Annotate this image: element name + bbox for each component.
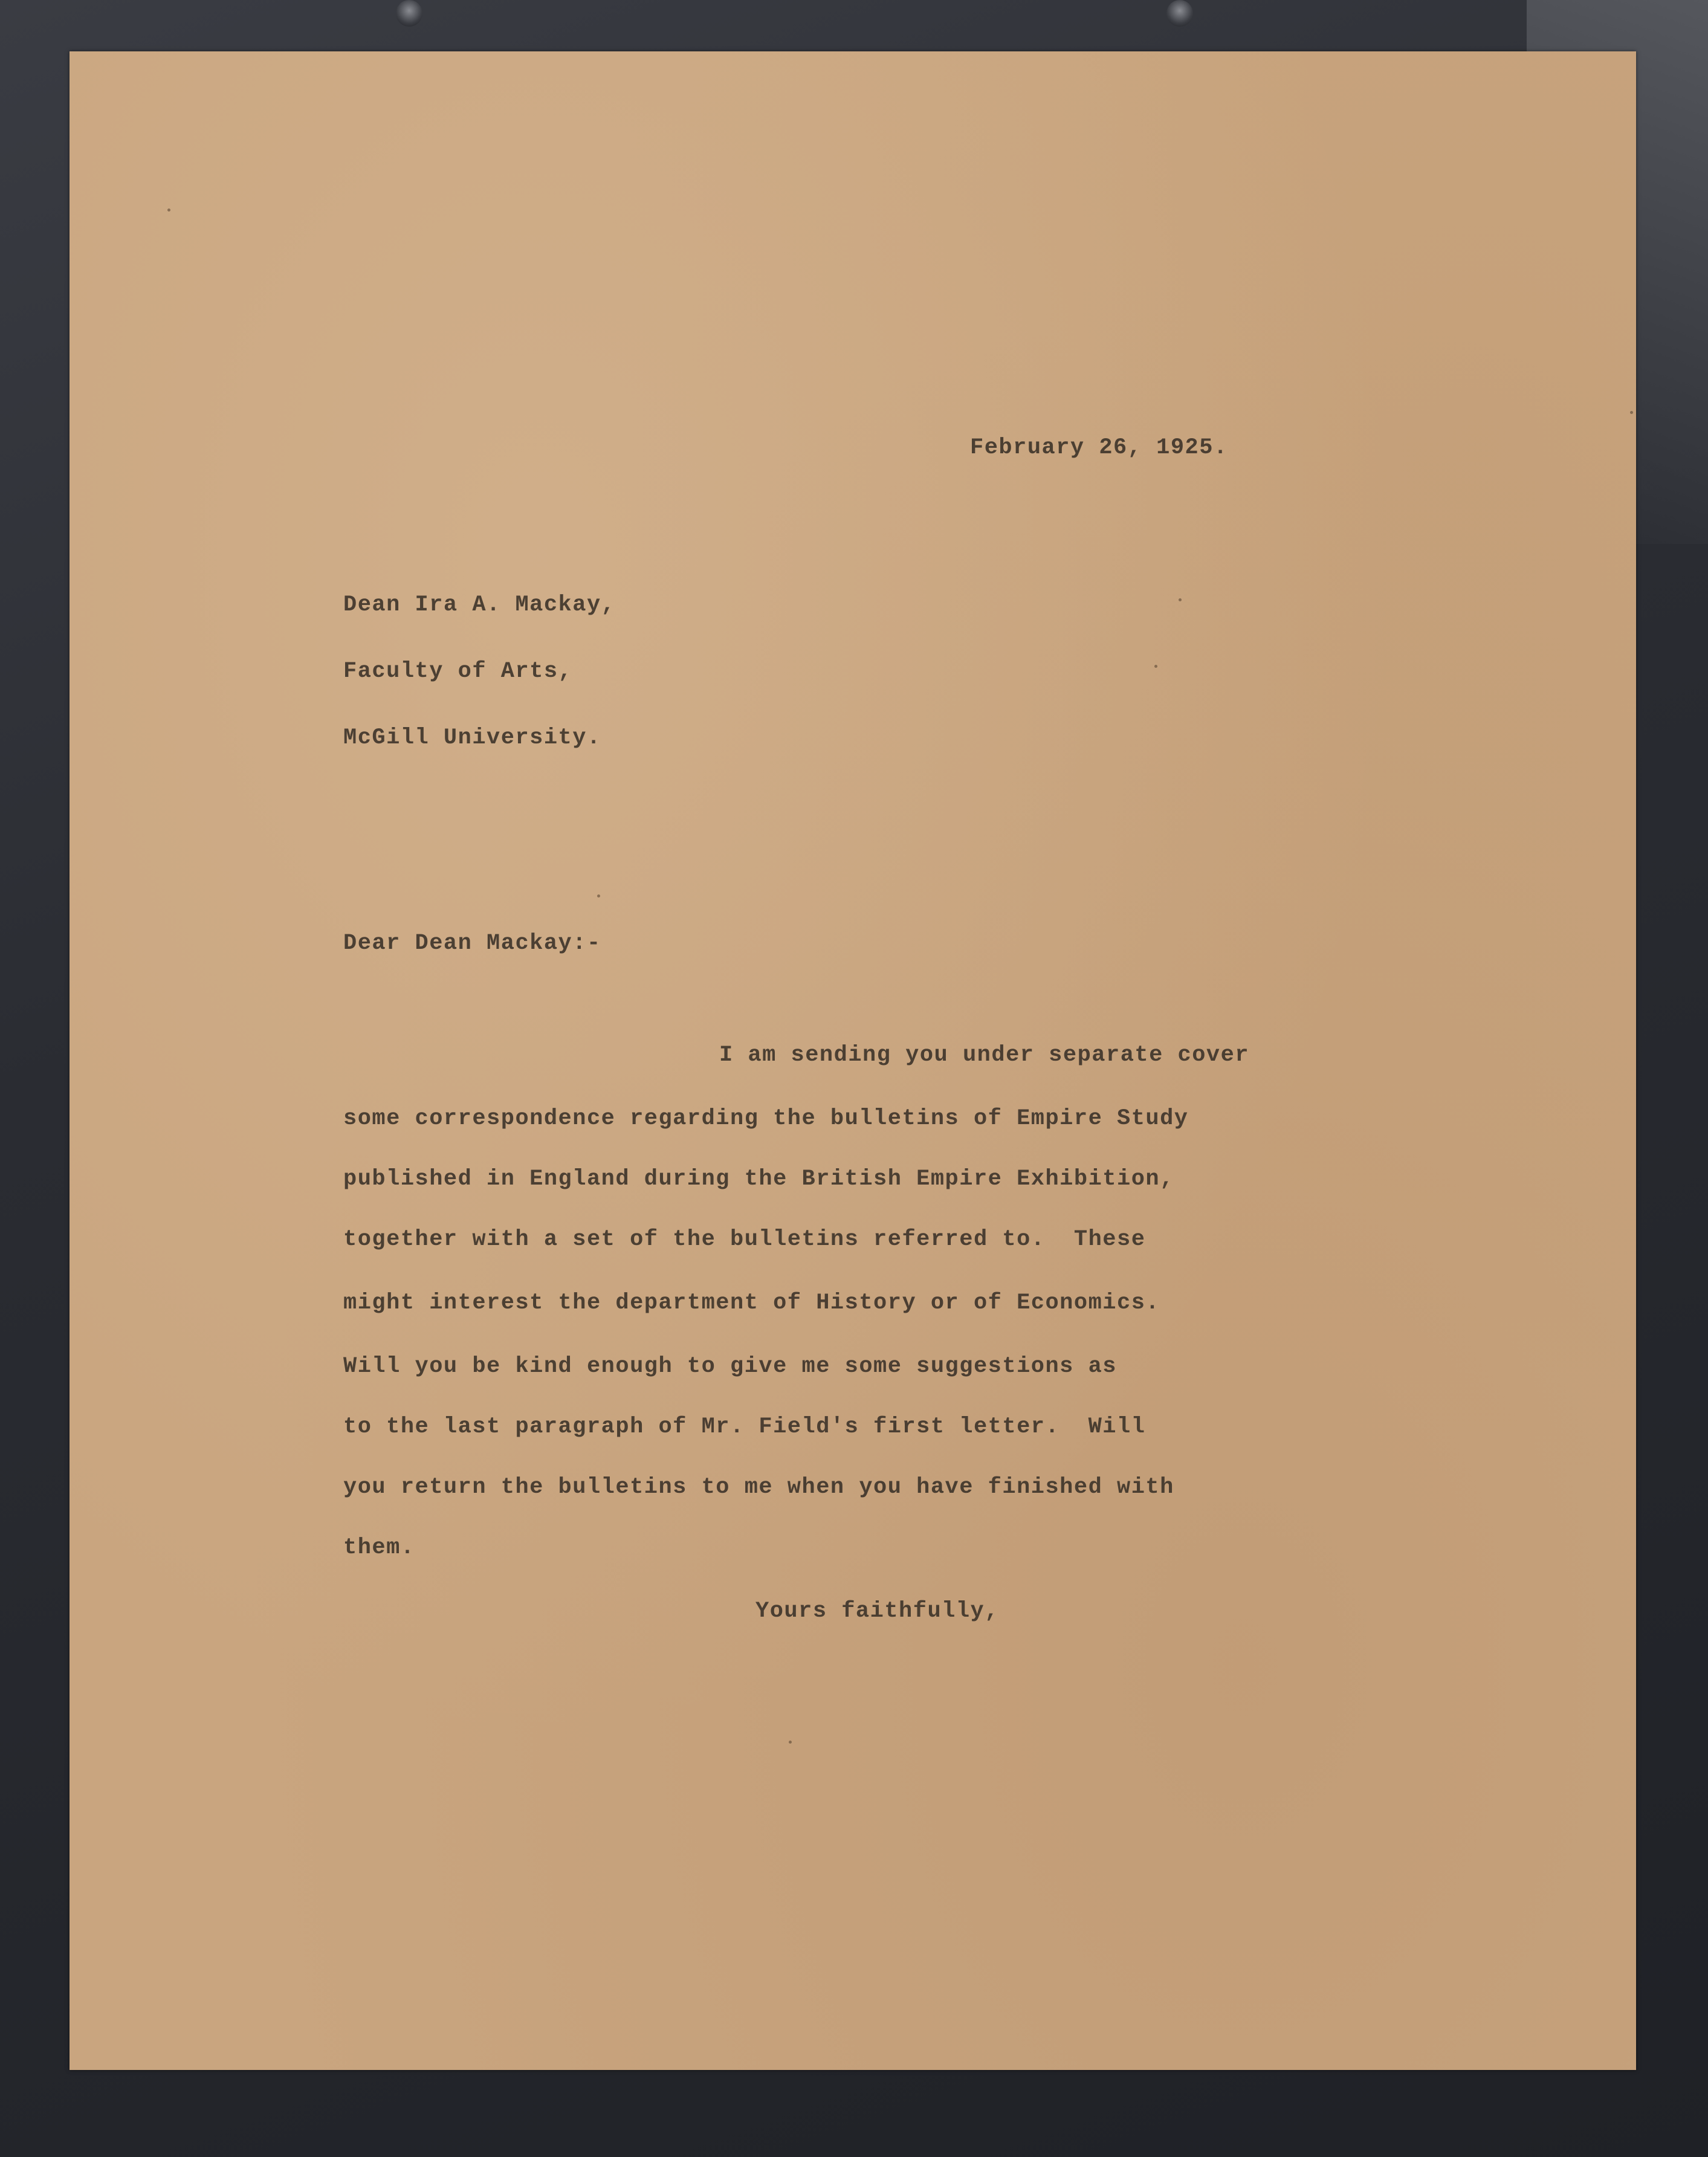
letter-date: February 26, 1925.: [970, 435, 1228, 461]
salutation: Dear Dean Mackay:-: [343, 931, 601, 956]
paper-speck: [167, 209, 170, 212]
body-line: published in England during the British Empire Exhibition,: [343, 1166, 1174, 1192]
recipient-name: Dean Ira A. Mackay,: [343, 592, 616, 618]
paper-speck: [1630, 411, 1633, 414]
body-line: Will you be kind enough to give me some suggestions as: [343, 1354, 1117, 1379]
paper-speck: [1179, 598, 1182, 601]
body-line: some correspondence regarding the bulletins of Empire Study: [343, 1106, 1189, 1131]
binder-ring-right: [1166, 0, 1193, 27]
paper-speck: [789, 1741, 792, 1744]
recipient-faculty: Faculty of Arts,: [343, 659, 573, 684]
body-line: them.: [343, 1535, 415, 1560]
closing: Yours faithfully,: [755, 1599, 999, 1624]
body-line: I am sending you under separate cover: [719, 1043, 1250, 1068]
recipient-institution: McGill University.: [343, 725, 601, 751]
paper-speck: [1154, 665, 1157, 668]
binder-ring-left: [396, 0, 422, 27]
paper-speck: [597, 894, 600, 897]
body-line: together with a set of the bulletins referred to. These: [343, 1227, 1146, 1252]
body-line: to the last paragraph of Mr. Field's first letter. Will: [343, 1414, 1146, 1440]
body-line: you return the bulletins to me when you have finished with: [343, 1475, 1174, 1500]
body-line: might interest the department of History or of Economics.: [343, 1290, 1160, 1316]
